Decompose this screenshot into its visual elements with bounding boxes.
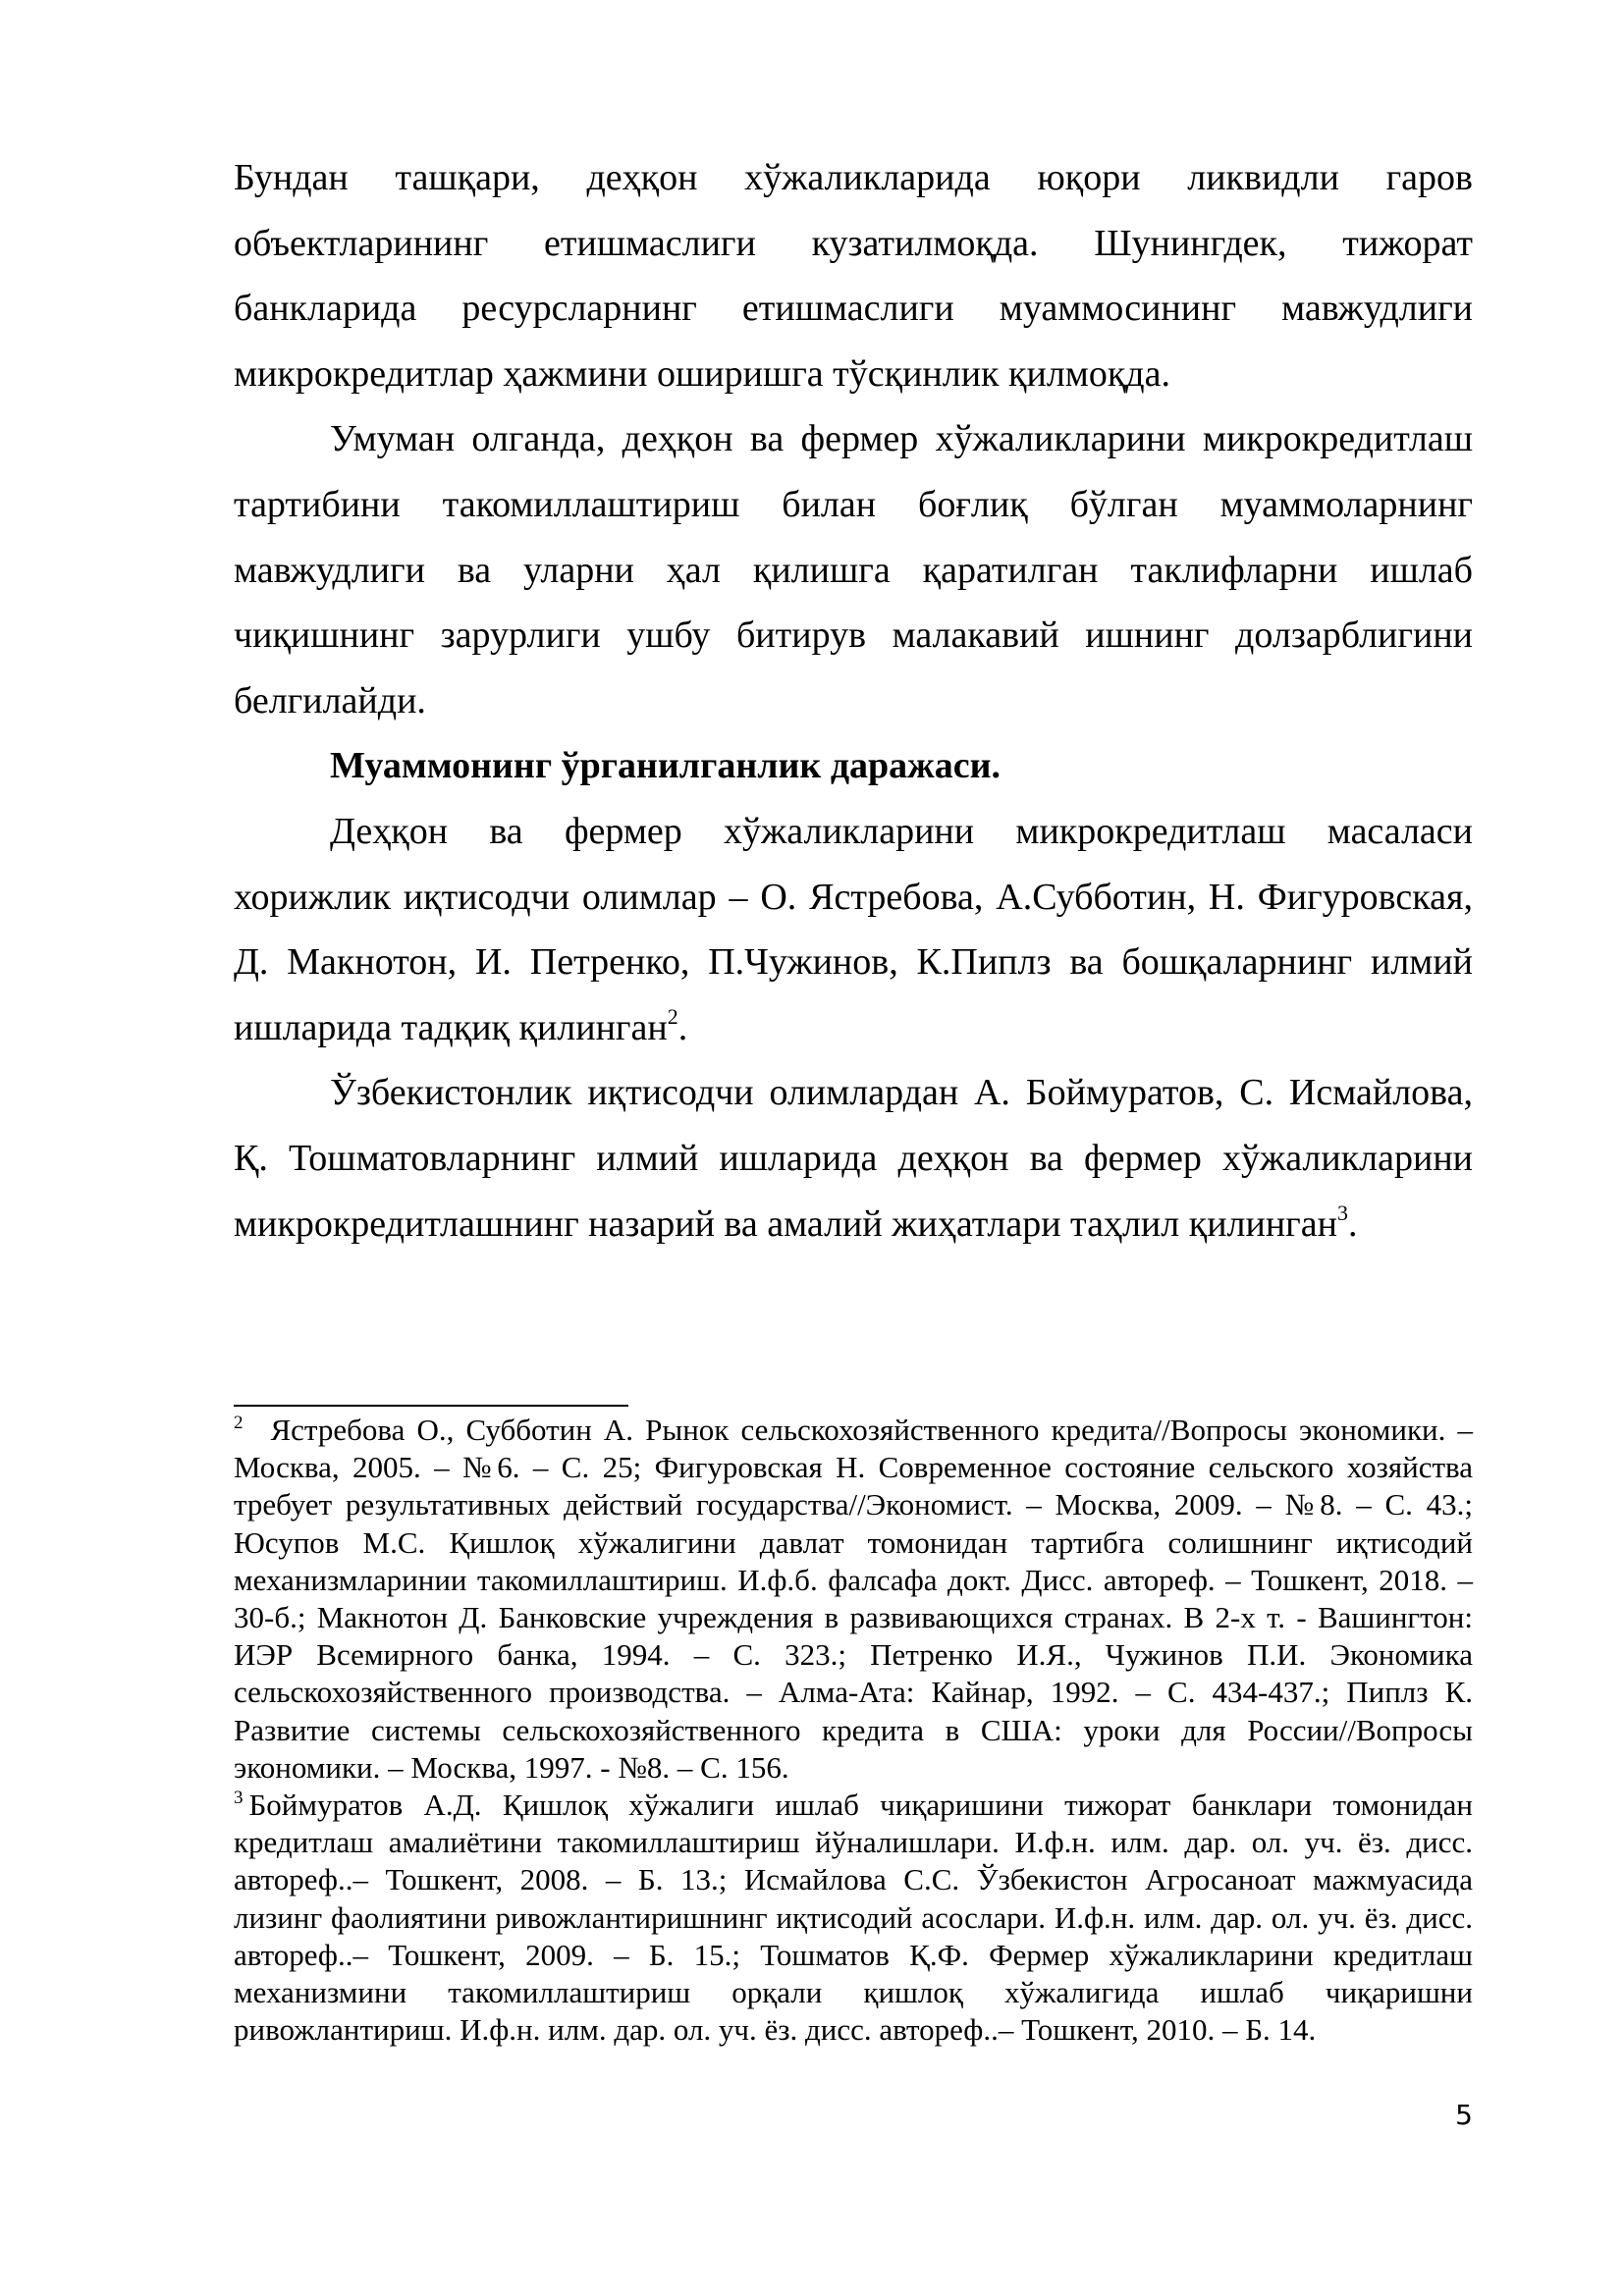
- page-number: 5: [1455, 2099, 1473, 2131]
- footnotes: [234, 1412, 1473, 2049]
- paragraph-4-end: .: [1347, 1202, 1358, 1245]
- paragraph-4: [234, 1060, 1473, 1256]
- footnote-text: Боймуратов А.Д. Қишлоқ хўжалиги ишлаб чиқаришини тижорат банклари томонидан кредитлаш амалиётини такомиллаштириш йўналишлари. И.ф.н. илм. дар. ол. уч. ёз. дисс. автореф..– Тошкент, 2008. – Б. 13.; Исмайлова С.С. Ўзбекистон Агросаноат мажмуасида лизинг фаолиятини ривожлантиришнинг иқтисодий асослари. И.ф.н. илм. дар. ол. уч. ёз. дисс. автореф..– Тошкент, 2009. – Б. 15.; Тошматов Қ.Ф. Фермер хўжаликларини кредитлаш механизмини такомиллаштириш орқали қишлоқ хўжалигида ишлаб чиқаришни ривожлантириш. И.ф.н. илм. дар. ол. уч. ёз. дисс. автореф..– Тошкент, 2010. – Б. 14.: [234, 1788, 1473, 2048]
- footnote-3: [234, 1787, 1473, 2049]
- paragraph-4-text: Ўзбекистонлик иқтисодчи олимлардан А. Боймуратов, С. Исмайлова, Қ. Тошматовларнинг илмий ишларида деҳқон ва фермер хўжаликларини микрокредитлашнинг назарий ва амалий жиҳатлари таҳлил қилинган: [234, 1072, 1473, 1245]
- footnote-2: [234, 1412, 1473, 1787]
- footnote-text: Ястребова О., Субботин А. Рынок сельскохозяйственного кредита//Вопросы экономики. – Москва, 2005. – №6. – С. 25; Фигуровская Н. Современное состояние сельского хозяйства требует результативных действий государства//Экономист. – Москва, 2009. – №8. – С. 43.; Юсупов М.С. Қишлоқ хўжалигини давлат томонидан тартибга солишнинг иқтисодий механизмларинии такомиллаштириш. И.ф.б. фалсафа докт. Дисс. автореф. – Тошкент, 2018. – 30-б.; Макнотон Д. Банковские учреждения в развивающихся странах. В 2-х т. - Вашингтон: ИЭР Всемирного банка, 1994. – С. 323.; Петренко И.Я., Чужинов П.И. Экономика сельскохозяйственного производства. – Алма-Ата: Кайнар, 1992. – С. 434-437.; Пиплз К. Развитие системы сельскохозяйственного кредита в США: уроки для России//Вопросы экономики. – Москва, 1997. - №8. – С. 156.: [234, 1413, 1473, 1785]
- footnote-ref-2[interactable]: 2: [667, 1003, 678, 1029]
- paragraph-3: [234, 799, 1473, 1060]
- footnote-separator: [234, 1405, 628, 1407]
- paragraph-3-end: .: [677, 1006, 688, 1048]
- main-text: [234, 145, 1473, 1256]
- paragraph-3-text: Деҳқон ва фермер хўжаликларини микрокредитлаш масаласи хорижлик иқтисодчи олимлар – О. Ястребова, А.Субботин, Н. Фигуровская, Д. Макнотон, И. Петренко, П.Чужинов, К.Пиплз ва бошқаларнинг илмий ишларида тадқиқ қилинган: [234, 810, 1473, 1048]
- paragraph-1: Бундан ташқари, деҳқон хўжаликларида юқори ликвидли гаров объектларининг етишмаслиги кузатилмоқда. Шунингдек, тижорат банкларида ресурсларнинг етишмаслиги муаммосининг мавжудлиги микрокредитлар ҳажмини оширишга тўсқинлик қилмоқда.: [234, 157, 1473, 395]
- footnote-ref-3[interactable]: 3: [1336, 1200, 1348, 1225]
- section-heading: Муаммонинг ўрганилганлик даражаси.: [330, 745, 1001, 787]
- paragraph-2: Умуман олганда, деҳқон ва фермер хўжаликларини микрокредитлаш тартибини такомиллаштириш билан боғлиқ бўлган муаммоларнинг мавжудлиги ва уларни ҳал қилишга қаратилган таклифларни ишлаб чиқишнинг зарурлиги ушбу битирув малакавий ишнинг долзарблигини белгилайди.: [234, 418, 1473, 721]
- footnote-mark: 3: [234, 1788, 244, 1809]
- footnote-mark: 2: [234, 1413, 244, 1433]
